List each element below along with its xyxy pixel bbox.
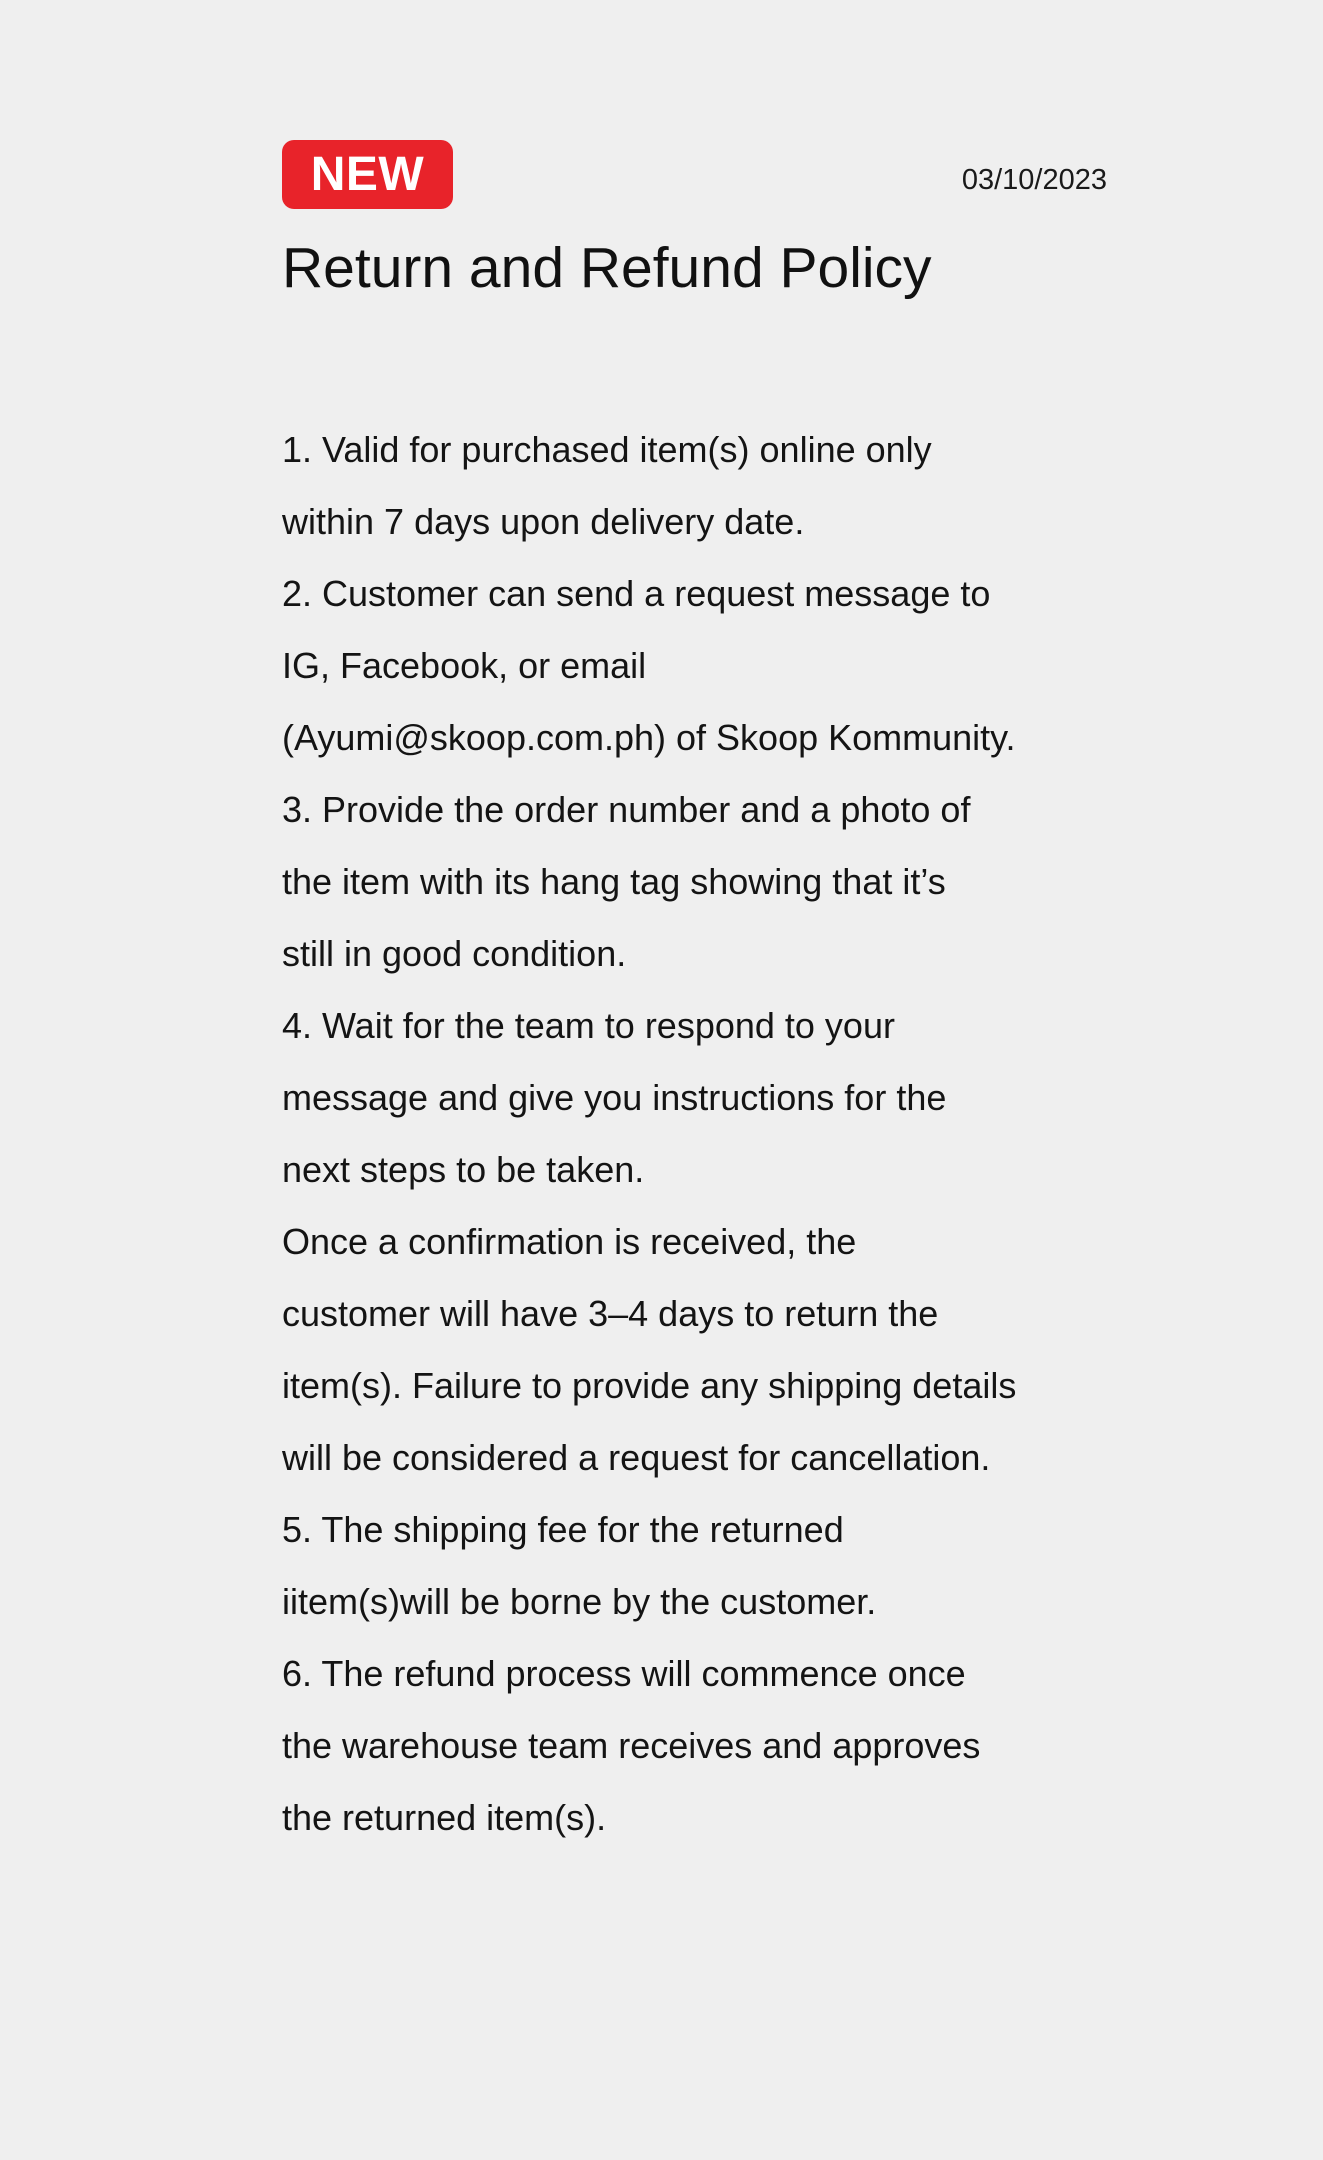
policy-line: Once a confirmation is received, the xyxy=(282,1221,857,1262)
policy-line: 6. The refund process will commence once xyxy=(282,1653,966,1694)
policy-line: 4. Wait for the team to respond to your xyxy=(282,1005,895,1046)
policy-line: 5. The shipping fee for the returned xyxy=(282,1509,844,1550)
policy-line: still in good condition. xyxy=(282,933,627,974)
policy-line: item(s). Failure to provide any shipping details xyxy=(282,1365,1017,1406)
policy-line: IG, Facebook, or email xyxy=(282,645,647,686)
policy-line: next steps to be taken. xyxy=(282,1149,645,1190)
policy-line: 1. Valid for purchased item(s) online only xyxy=(282,429,932,470)
policy-line: the item with its hang tag showing that it’s xyxy=(282,861,946,902)
policy-line: iitem(s)will be borne by the customer. xyxy=(282,1581,877,1622)
policy-line: will be considered a request for cancellation. xyxy=(282,1437,991,1478)
policy-line: message and give you instructions for the xyxy=(282,1077,947,1118)
policy-line: 3. Provide the order number and a photo of xyxy=(282,789,971,830)
new-badge: NEW xyxy=(282,140,453,209)
policy-line: the returned item(s). xyxy=(282,1797,607,1838)
policy-line-email[interactable]: (Ayumi@skoop.com.ph) of Skoop Kommunity. xyxy=(282,717,1016,758)
post-date: 03/10/2023 xyxy=(961,164,1107,196)
policy-line: the warehouse team receives and approves xyxy=(282,1725,981,1766)
policy-line: 2. Customer can send a request message to xyxy=(282,573,991,614)
policy-body xyxy=(282,414,1062,1854)
policy-line: customer will have 3–4 days to return the xyxy=(282,1293,939,1334)
policy-line: within 7 days upon delivery date. xyxy=(282,501,805,542)
page-title: Return and Refund Policy xyxy=(282,236,932,300)
